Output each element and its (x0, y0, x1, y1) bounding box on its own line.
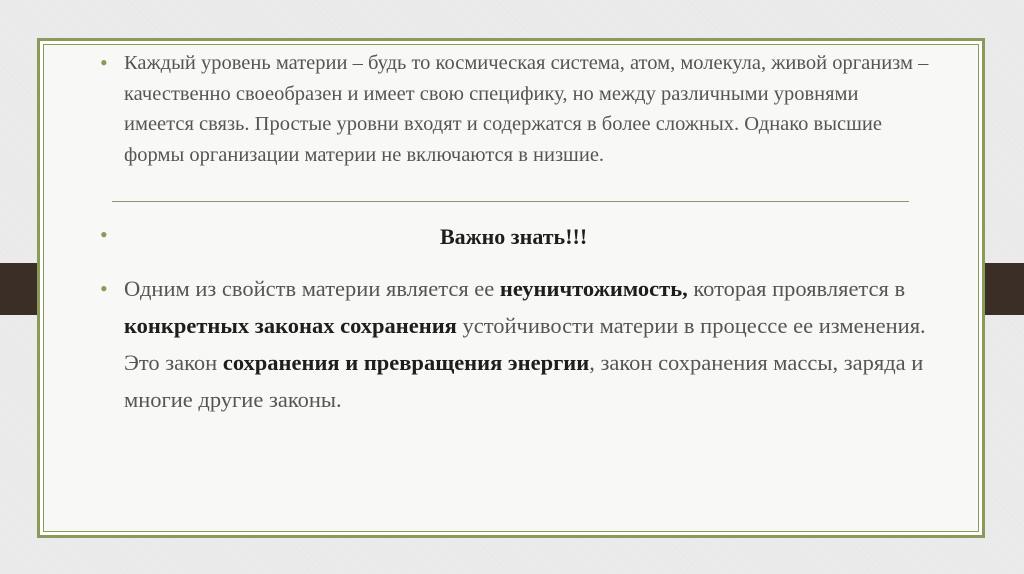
paragraph-levels-of-matter (100, 48, 930, 170)
divider-line (112, 201, 909, 202)
important-heading: Важно знать!!! (440, 224, 588, 249)
paragraph2-text-4: , закон сохранения массы, заряда и многие другие законы. (124, 350, 924, 412)
paragraph2-text-2: которая проявляется в (687, 276, 906, 301)
bullet-icon: • (100, 276, 108, 301)
paragraph2-text-3: устойчивости материи в процессе ее изменения. Это закон (124, 313, 926, 375)
paragraph2-text-1: Одним из свойств материи является ее (124, 276, 500, 301)
bullet-icon: • (100, 50, 108, 75)
paragraph2-bold-3: сохранения и превращения энергии (222, 350, 590, 375)
paragraph1-text: Каждый уровень материи – будь то космическая система, атом, молекула, живой организм – качественно своеобразен и имеет свою специфику, но между различными уровнями имеется связь. Простые уровни входят и содержатся в более сложных. Однако высшие формы организации материи не включаются в низшие. (124, 52, 929, 166)
bullet-icon: • (100, 222, 108, 247)
paragraph2-bold-2: конкретных законах сохранения (124, 313, 457, 338)
slide-content (100, 48, 930, 170)
paragraph2-bold-1: неуничтожимость, (499, 276, 688, 301)
paragraph-indestructibility (100, 270, 930, 418)
heading-row (100, 220, 930, 256)
